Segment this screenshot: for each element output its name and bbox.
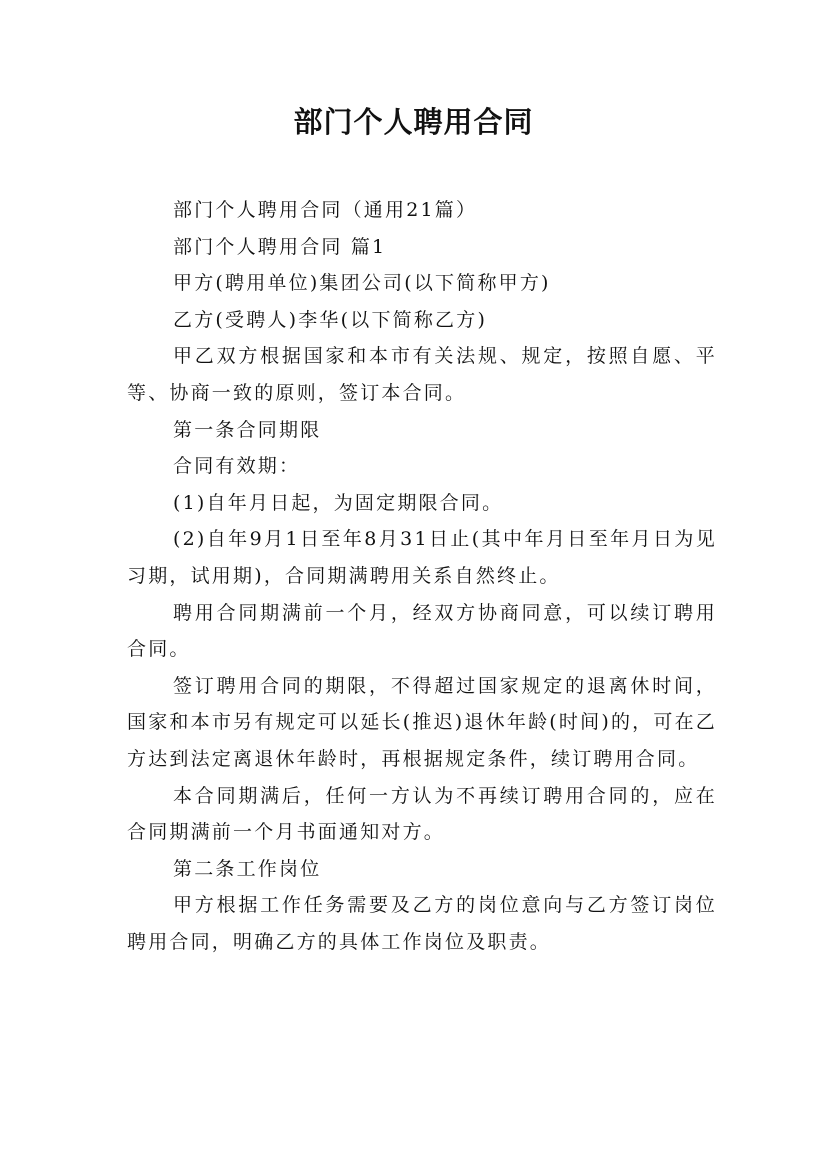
paragraph-subtitle: 部门个人聘用合同（通用21篇） (173, 199, 478, 221)
paragraph-clause-1: (1)自年月日起，为固定期限合同。 (173, 491, 504, 514)
paragraph-renewal: 聘用合同期满前一个月，经双方协商同意，可以续订聘用合同。 (127, 601, 717, 661)
article-heading-position: 第二条工作岗位 (173, 857, 322, 880)
document-title: 部门个人聘用合同 (293, 105, 534, 139)
paragraph-clause-2: (2)自年9月1日至年8月31日止(其中年月日至年月日为见习期，试用期)，合同期满聘用关系自然终止。 (127, 528, 717, 587)
paragraph-party-a: 甲方(聘用单位)集团公司(以下简称甲方) (173, 272, 551, 295)
paragraph-term-limit: 签订聘用合同的期限，不得超过国家规定的退离休时间，国家和本市另有规定可以延长(推迟)退休年龄(时间)的，可在乙方达到法定离退休年龄时，再根据规定条件，续订聘用合同。 (127, 674, 717, 770)
article-heading-term: 第一条合同期限 (173, 418, 322, 441)
paragraph-preamble: 甲乙双方根据国家和本市有关法规、规定，按照自愿、平等、协商一致的原则，签订本合同。 (127, 345, 717, 404)
paragraph-position: 甲方根据工作任务需要及乙方的岗位意向与乙方签订岗位聘用合同，明确乙方的具体工作岗位及职责。 (127, 894, 717, 953)
document-body (127, 192, 717, 960)
paragraph-notice: 本合同期满后，任何一方认为不再续订聘用合同的，应在合同期满前一个月书面通知对方。 (127, 784, 717, 844)
paragraph-party-b: 乙方(受聘人)李华(以下简称乙方) (173, 308, 488, 331)
paragraph-section-heading: 部门个人聘用合同 篇1 (173, 235, 387, 258)
paragraph-validity: 合同有效期： (173, 455, 301, 478)
